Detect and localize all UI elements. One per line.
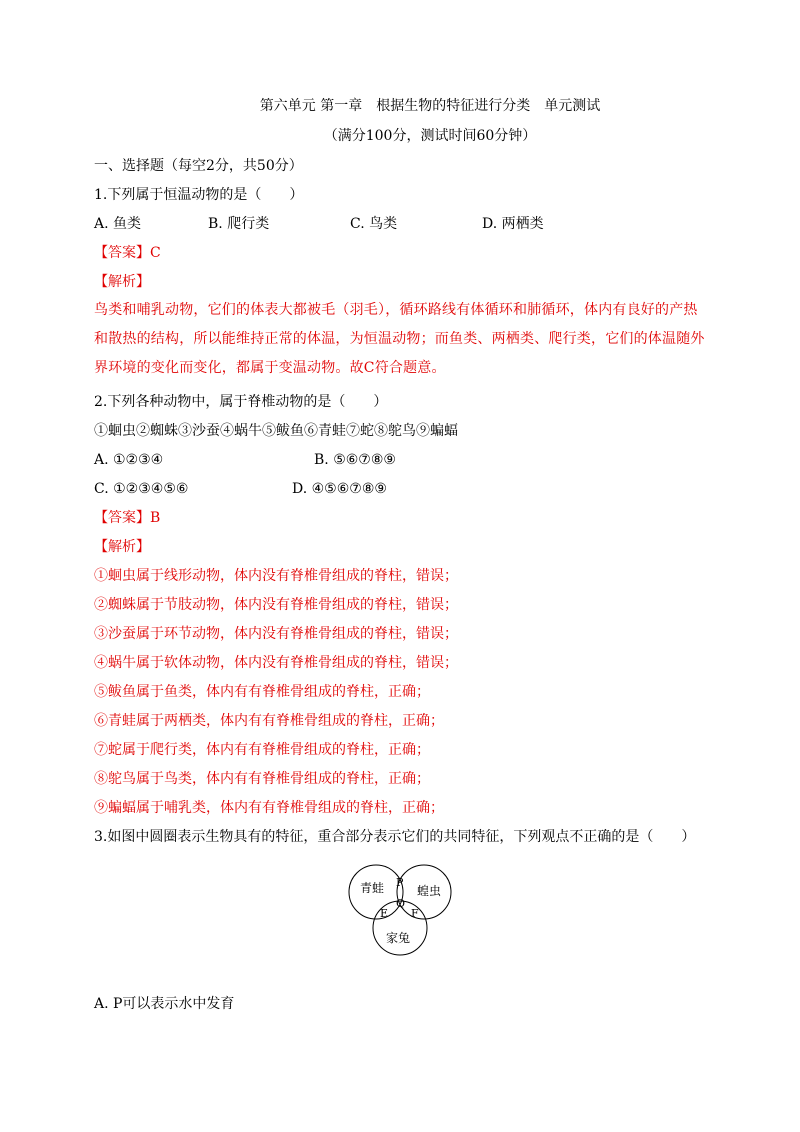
q1-answer: 【答案】C [94,245,161,261]
q2-option-b: B. ⑤⑥⑦⑧⑨ [314,452,396,468]
page-title: 第六单元 第一章 根据生物的特征进行分类 单元测试 [259,98,601,114]
q1-option-b: B. 爬行类 [208,216,270,232]
region-q-label: Q [396,897,406,910]
q2-analysis-line: ④蜗牛属于软体动物，体内没有脊椎骨组成的脊柱，错误； [94,655,458,671]
q3-stem: 3.如图中圆圈表示生物具有的特征，重合部分表示它们的共同特征，下列观点不正确的是（ ） [94,829,696,845]
q2-analysis-line: ②蜘蛛属于节肢动物，体内没有脊椎骨组成的脊柱，错误； [94,597,458,613]
venn-diagram [340,862,470,972]
q1-analysis-label: 【解析】 [94,274,150,290]
q2-analysis-line: ①蛔虫属于线形动物，体内没有脊椎骨组成的脊柱，错误； [94,568,458,584]
q2-option-d: D. ④⑤⑥⑦⑧⑨ [292,481,387,497]
region-e-label: E [380,907,389,920]
q2-option-a: A. ①②③④ [94,452,164,468]
region-f-label: F [411,907,419,920]
q1-stem: 1.下列属于恒温动物的是（ ） [94,187,304,203]
q1-analysis: 鸟类和哺乳动物，它们的体表大都被毛（羽毛），循环路线有体循环和肺循环，体内有良好的产热和散热的结构，所以能维持正常的体温，为恒温动物；而鱼类、两栖类、爬行类，它们的体温随外界环境的变化而变化，都属于变温动物。故C符合题意。 [94,302,705,376]
rabbit-label: 家兔 [386,931,411,945]
q2-analysis-label: 【解析】 [94,539,150,555]
region-p-label: P [396,876,404,889]
q1-option-d: D. 两栖类 [482,216,544,232]
frog-label: 青蛙 [360,881,385,895]
q3-option-a: A. P可以表示水中发育 [94,996,235,1012]
q2-answer: 【答案】B [94,510,161,526]
section-heading: 一、选择题（每空2分，共50分） [94,158,303,174]
q2-analysis-line: ⑦蛇属于爬行类，体内有有脊椎骨组成的脊柱，正确； [94,742,430,758]
q2-option-c: C. ①②③④⑤⑥ [94,481,189,497]
q2-analysis-line: ③沙蚕属于环节动物，体内没有脊椎骨组成的脊柱，错误； [94,626,458,642]
q2-analysis-line: ⑥青蛙属于两栖类，体内有有脊椎骨组成的脊柱，正确； [94,713,444,729]
q1-option-a: A. 鱼类 [94,216,142,232]
q1-option-c: C. 鸟类 [350,216,398,232]
q2-items: ①蛔虫②蜘蛛③沙蚕④蜗牛⑤鲅鱼⑥青蛙⑦蛇⑧鸵鸟⑨蝙蝠 [94,423,458,439]
q2-stem: 2.下列各种动物中，属于脊椎动物的是（ ） [94,394,388,410]
q2-analysis-line: ⑨蝙蝠属于哺乳类，体内有有脊椎骨组成的脊柱，正确； [94,800,444,816]
locust-label: 蝗虫 [417,884,442,898]
q2-analysis-line: ⑧鸵鸟属于鸟类，体内有有脊椎骨组成的脊柱，正确； [94,771,430,787]
q2-analysis-line: ⑤鲅鱼属于鱼类，体内有有脊椎骨组成的脊柱，正确； [94,684,430,700]
page-subtitle: （满分100分，测试时间60分钟） [323,128,537,144]
